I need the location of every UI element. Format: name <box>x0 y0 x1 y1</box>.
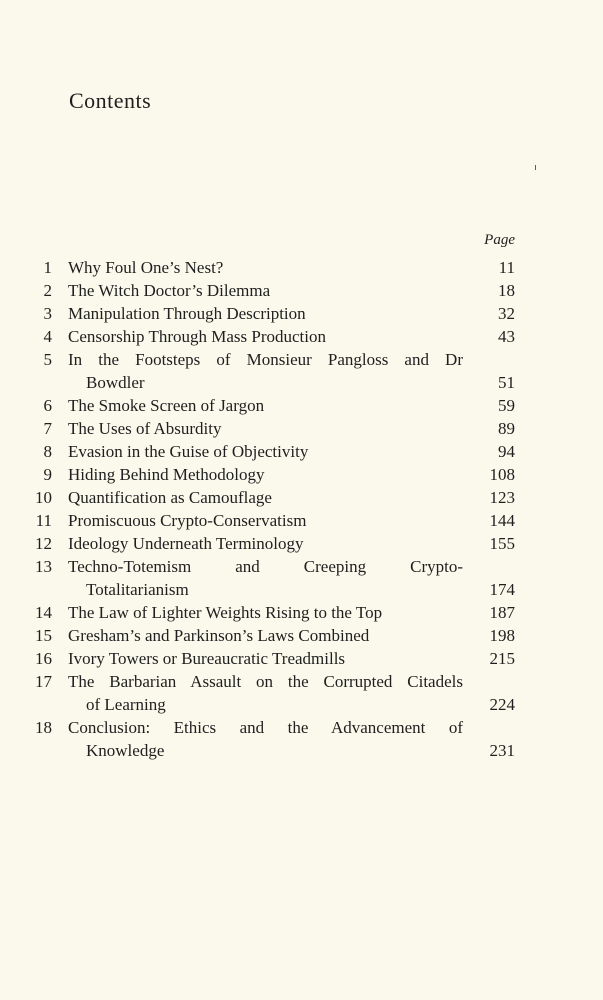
chapter-number: 8 <box>43 442 52 461</box>
page-number: 43 <box>498 327 515 346</box>
page-number: 18 <box>498 281 515 300</box>
chapter-number: 15 <box>35 626 52 645</box>
chapter-number: 2 <box>43 281 52 300</box>
chapter-title: Gresham’s and Parkinson’s Laws Combined <box>68 626 370 645</box>
chapter-title: The Barbarian Assault on the Corrupted Citadels <box>68 672 463 691</box>
chapter-title: Ivory Towers or Bureaucratic Treadmills <box>68 649 346 668</box>
page-number: 174 <box>489 580 515 599</box>
page-number: 155 <box>489 534 515 553</box>
chapter-number: 6 <box>43 396 52 415</box>
chapter-number: 4 <box>43 327 52 346</box>
page-number: 32 <box>498 304 515 323</box>
chapter-title: The Uses of Absurdity <box>68 419 222 438</box>
page-number: 144 <box>489 511 515 530</box>
chapter-number: 1 <box>43 258 52 277</box>
page-number: 59 <box>498 396 515 415</box>
page-number: 198 <box>489 626 515 645</box>
chapter-title: Manipulation Through Description <box>68 304 306 323</box>
chapter-title-continuation: of Learning <box>86 695 166 714</box>
chapter-number: 11 <box>35 511 52 530</box>
page-number: 11 <box>498 258 515 277</box>
chapter-title: Evasion in the Guise of Objectivity <box>68 442 309 461</box>
chapter-title: Ideology Underneath Terminology <box>68 534 304 553</box>
chapter-title: The Witch Doctor’s Dilemma <box>68 281 271 300</box>
page-column-label: Page <box>484 232 515 248</box>
chapter-title: Techno-Totemism and Creeping Crypto- <box>68 557 463 576</box>
chapter-title: Censorship Through Mass Production <box>68 327 326 346</box>
chapter-title: Conclusion: Ethics and the Advancement of <box>68 718 463 737</box>
page-number: 224 <box>489 695 515 714</box>
chapter-number: 16 <box>35 649 52 668</box>
chapter-title: The Law of Lighter Weights Rising to the Top <box>68 603 383 622</box>
chapter-number: 3 <box>43 304 52 323</box>
page-number: 108 <box>489 465 515 484</box>
page-number: 123 <box>489 488 515 507</box>
page-number: 215 <box>489 649 515 668</box>
chapter-number: 5 <box>43 350 52 369</box>
page-number: 89 <box>498 419 515 438</box>
chapter-number: 17 <box>35 672 52 691</box>
page-number: 94 <box>498 442 515 461</box>
page-title: Contents <box>69 88 152 113</box>
chapter-title: Promiscuous Crypto-Conservatism <box>68 511 307 530</box>
chapter-title-continuation: Totalitarianism <box>86 580 189 599</box>
ink-speck <box>535 165 536 170</box>
chapter-title: In the Footsteps of Monsieur Pangloss and Dr <box>68 350 463 369</box>
chapter-number: 12 <box>35 534 52 553</box>
chapter-number: 10 <box>35 488 52 507</box>
chapter-number: 18 <box>35 718 52 737</box>
page-number: 187 <box>489 603 515 622</box>
page-number: 51 <box>498 373 515 392</box>
chapter-title: Hiding Behind Methodology <box>68 465 265 484</box>
chapter-number: 14 <box>35 603 52 622</box>
chapter-number: 7 <box>43 419 52 438</box>
chapter-title-continuation: Knowledge <box>86 741 165 760</box>
chapter-title-continuation: Bowdler <box>86 373 145 392</box>
chapter-number: 13 <box>35 557 52 576</box>
chapter-title: Quantification as Camouflage <box>68 488 272 507</box>
chapter-title: The Smoke Screen of Jargon <box>68 396 265 415</box>
chapter-title: Why Foul One’s Nest? <box>68 258 224 277</box>
page-number: 231 <box>489 741 515 760</box>
chapter-number: 9 <box>43 465 52 484</box>
